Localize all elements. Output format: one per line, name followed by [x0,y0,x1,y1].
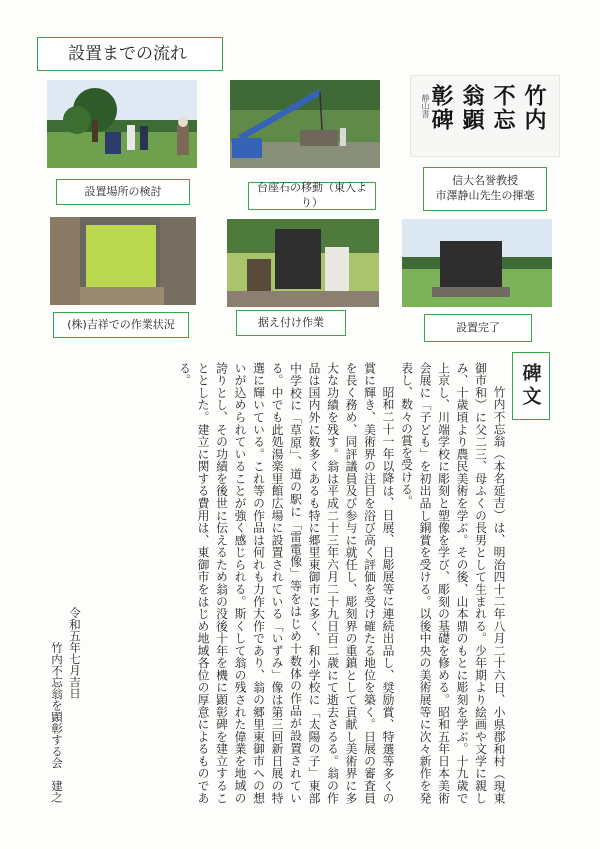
calligraphy-text: 竹内不忘翁顕彰碑 [428,84,547,132]
inscription-body [110,362,508,804]
calligraphy-image [410,75,560,157]
photo-caption-site-inspection: 設置場所の検討 [56,179,190,205]
photo-installation-work [227,219,379,307]
photo-site-inspection [47,80,197,168]
photo-caption-workshop: (株)吉祥での作業状況 [53,312,189,338]
photo-caption-installation-work: 据え付け作業 [236,310,346,336]
photo-completed [402,219,552,307]
photo-moving-pedestal [230,80,380,168]
caption-line-1: 信大名誉教授 [452,174,518,188]
inscription-paragraph: 竹内不忘翁（本名延吉）は、明治四十二年八月二十六日、小県郡和村（現東御市和）に父二三、母ふくの長男として生まれる。少年期より絵画や文学に親しみ、十歳頃より農民美術を学ぶ。その後、山本鼎のもとに彫刻を学ぶ。十九歳で上京し、川端学校に彫刻と塑像を学び、彫刻の基礎を修める。昭和五年日本美術会展に「子ども」を初出品し銅賞を受ける。以後中央の美術展等に次々新作を発表し、数々の賞を受ける。 [399,362,506,804]
photo-caption-calligraphy [423,167,547,211]
inscription-paragraph: 昭和二十一年以降は、日展、日彫展等に連続出品し、奨励賞、特選等多くの賞に輝き、美術界の注目を浴び高く評価を受け確たる地位を築く。日展の審査員を長く務め、同評議員及び参与に就任し、彫刻界の重鎮として貢献し美術界に多大な功績を残す。翁は平成二十三年六月二十九日百二歳にて逝去さるる。翁の作品は国内外に数多くあるも特に郷里東御市に多く、和小学校に「太陽の子」東部中学校に「草原」、道の駅に「雷電像」等をはじめ十数体の作品が設置されている。中でも此処湯楽里館広場に設置されている「いずみ」像は第三回新日展の特選に輝いている。これ等の作品は何れも力作大作であり、翁の郷里東御市への想いが込められていることが強く感じられる。斯くして翁の残された偉業を地域の誇りとし、その功績を後世に伝えるため翁の没後十年を機に顕彰碑を建立することとした。建立に関する費用は、東御市をはじめ地域各位の厚意によるものである。 [177,362,395,804]
photo-caption-completed: 設置完了 [424,314,532,342]
inscription-organization: 竹内不忘翁を顕彰する会 建之 [50,641,64,803]
photo-caption-moving-pedestal: 台座石の移動（東入より） [248,182,376,210]
inscription-signature [48,584,84,804]
section-title: 設置までの流れ [37,37,223,71]
inscription-date: 令和五年七月吉日 [68,607,82,699]
caption-line-2: 市澤静山先生の揮毫 [435,189,535,202]
photo-workshop [50,217,196,305]
calligraphy-signature: 静山書 [421,94,430,118]
inscription-heading: 碑文 [512,352,550,420]
